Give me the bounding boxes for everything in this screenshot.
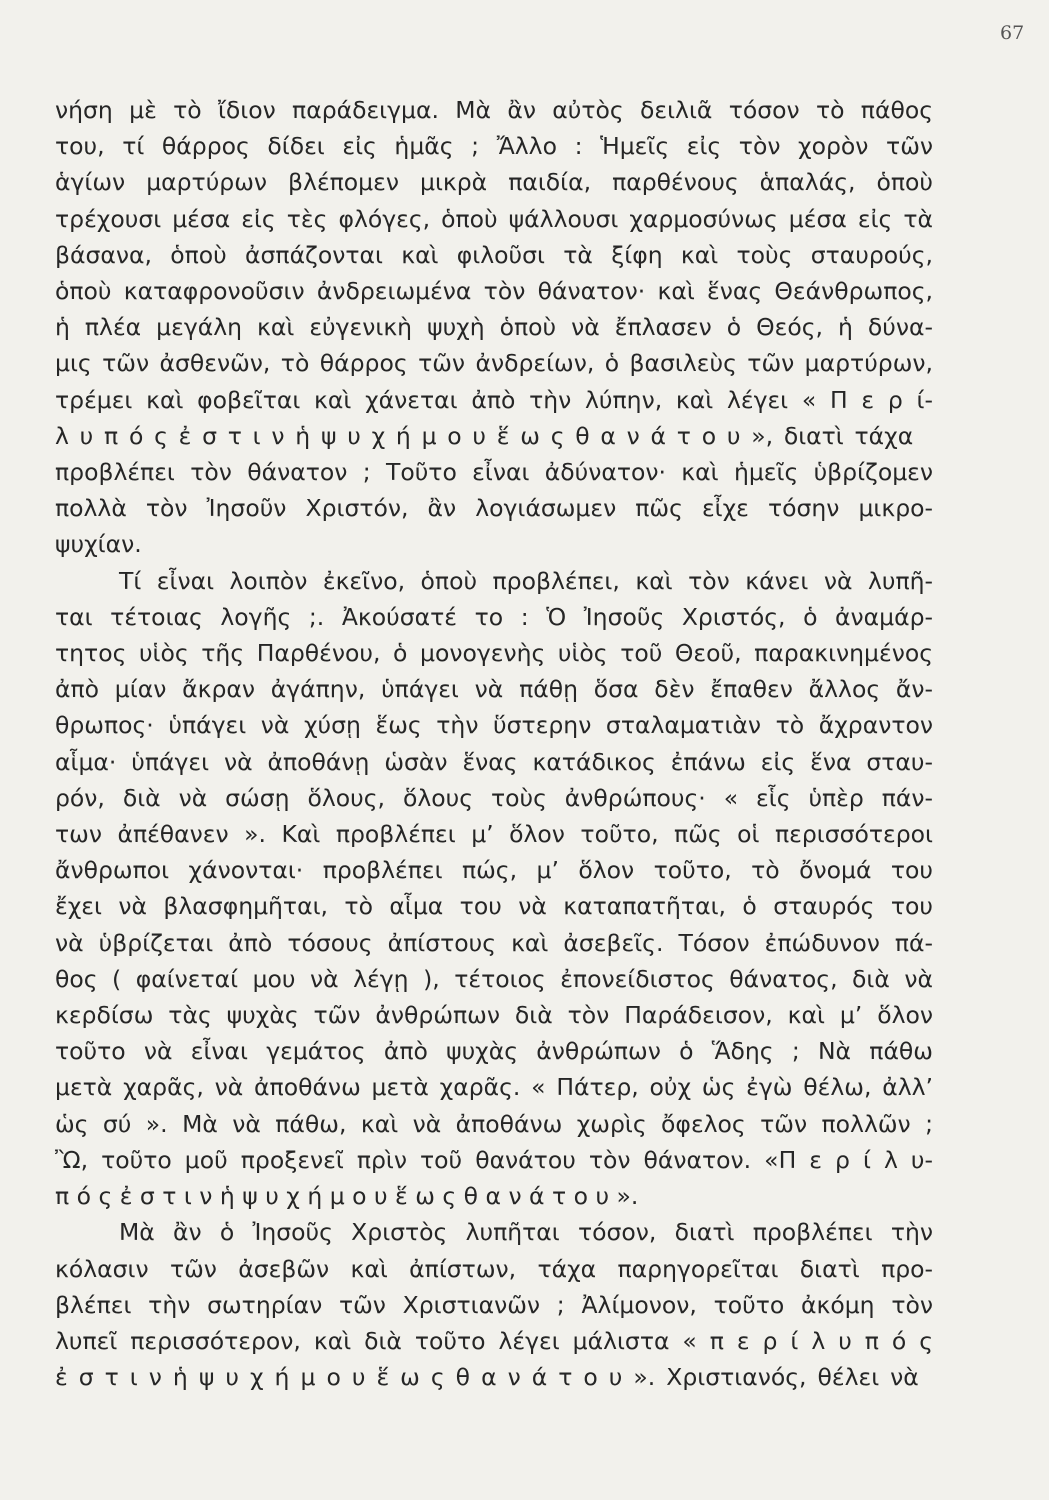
text-line: ἐ σ τ ι ν ἡ ψ υ χ ή μ ο υ ἕ ω ς θ α ν ά τ ο υ ». Χριστιανός, θέλει νὰ	[55, 1363, 919, 1392]
text-line: τοῦτο νὰ εἶναι γεμάτος ἀπὸ ψυχὰς ἀνθρώπων ὁ Ἅδης ; Νὰ πάθω	[55, 1037, 933, 1066]
text-line: κερδίσω τὰς ψυχὰς τῶν ἀνθρώπων διὰ τὸν Παράδεισον, καὶ μ’ ὅλον	[55, 1001, 933, 1030]
text-line: νὰ ὑβρίζεται ἀπὸ τόσους ἀπίστους καὶ ἀσεβεῖς. Τόσον ἐπώδυνον πά-	[55, 928, 933, 957]
text-line: θρωπος· ὑπάγει νὰ χύσῃ ἕως τὴν ὕστερην σταλαματιὰν τὸ ἄχραντον	[55, 711, 933, 740]
text-line: ρόν, διὰ νὰ σώσῃ ὅλους, ὅλους τοὺς ἀνθρώπους· « εἷς ὑπὲρ πάν-	[55, 783, 933, 812]
text-line: των ἀπέθανεν ». Καὶ προβλέπει μ’ ὅλον τοῦτο, πῶς οἱ περισσότεροι	[55, 820, 933, 849]
text-line: ἁγίων μαρτύρων βλέπομεν μικρὰ παιδία, παρθένους ἁπαλάς, ὁποὺ	[55, 168, 933, 197]
text-line: ἀπὸ μίαν ἄκραν ἀγάπην, ὑπάγει νὰ πάθῃ ὅσα δὲν ἔπαθεν ἄλλος ἄν-	[55, 675, 933, 704]
page-number: 67	[1000, 22, 1025, 44]
text-line: ται τέτοιας λογῆς ;. Ἀκούσατέ το : Ὁ Ἰησοῦς Χριστός, ὁ ἀναμάρ-	[55, 602, 933, 631]
text-line: κόλασιν τῶν ἀσεβῶν καὶ ἀπίστων, τάχα παρηγορεῖται διατὶ προ-	[55, 1254, 933, 1283]
text-line: Ὢ, τοῦτο μοῦ προξενεῖ πρὶν τοῦ θανάτου τὸν θάνατον. «Π ε ρ ί λ υ-	[55, 1145, 933, 1174]
text-line: μις τῶν ἀσθενῶν, τὸ θάρρος τῶν ἀνδρείων, ὁ βασιλεὺς τῶν μαρτύρων,	[55, 349, 933, 378]
text-line: ψυχίαν.	[55, 530, 142, 559]
text-line: προβλέπει τὸν θάνατον ; Τοῦτο εἶναι ἀδύνατον· καὶ ἡμεῖς ὑβρίζομεν	[55, 458, 933, 487]
text-line: Μὰ ἂν ὁ Ἰησοῦς Χριστὸς λυπῆται τόσον, διατὶ προβλέπει τὴν	[119, 1218, 933, 1247]
body-text	[55, 92, 933, 1395]
text-line: λ υ π ό ς ἐ σ τ ι ν ἡ ψ υ χ ή μ ο υ ἕ ω ς θ α ν ά τ ο υ », διατὶ τάχα	[55, 421, 914, 450]
text-line: ἔχει νὰ βλασφημῆται, τὸ αἷμα του νὰ καταπατῆται, ὁ σταυρός του	[55, 892, 933, 921]
text-line: τρέμει καὶ φοβεῖται καὶ χάνεται ἀπὸ τὴν λύπην, καὶ λέγει « Π ε ρ ί-	[55, 385, 933, 414]
text-line: τητος υἱὸς τῆς Παρθένου, ὁ μονογενὴς υἱὸς τοῦ Θεοῦ, παρακινημένος	[55, 639, 933, 668]
text-line: μετὰ χαρᾶς, νὰ ἀποθάνω μετὰ χαρᾶς. « Πάτερ, οὐχ ὡς ἐγὼ θέλω, ἀλλ’	[55, 1073, 933, 1102]
text-line: ἡ πλέα μεγάλη καὶ εὐγενικὴ ψυχὴ ὁποὺ νὰ ἔπλασεν ὁ Θεός, ἡ δύνα-	[55, 313, 933, 342]
text-line: λυπεῖ περισσότερον, καὶ διὰ τοῦτο λέγει μάλιστα « π ε ρ ί λ υ π ό ς	[55, 1326, 933, 1355]
text-line: Τί εἶναι λοιπὸν ἐκεῖνο, ὁποὺ προβλέπει, καὶ τὸν κάνει νὰ λυπῆ-	[119, 566, 933, 595]
text-line: ὁποὺ καταφρονοῦσιν ἀνδρειωμένα τὸν θάνατον· καὶ ἕνας Θεάνθρωπος,	[55, 277, 933, 306]
text-line: του, τί θάρρος δίδει εἰς ἡμᾶς ; Ἄλλο : Ἡμεῖς εἰς τὸν χορὸν τῶν	[55, 132, 933, 161]
text-line: τρέχουσι μέσα εἰς τὲς φλόγες, ὁποὺ ψάλλουσι χαρμοσύνως μέσα εἰς τὰ	[55, 204, 933, 233]
text-line: θος ( φαίνεταί μου νὰ λέγῃ ), τέτοιος ἐπονείδιστος θάνατος, διὰ νὰ	[55, 964, 933, 993]
text-line: αἷμα· ὑπάγει νὰ ἀποθάνῃ ὡσὰν ἕνας κατάδικος ἐπάνω εἰς ἕνα σταυ-	[55, 747, 933, 776]
text-line: νήση μὲ τὸ ἴδιον παράδειγμα. Μὰ ἂν αὐτὸς δειλιᾶ τόσον τὸ πάθος	[55, 96, 933, 124]
text-line: βάσανα, ὁποὺ ἀσπάζονται καὶ φιλοῦσι τὰ ξίφη καὶ τοὺς σταυρούς,	[55, 240, 933, 269]
text-line: π ό ς ἐ σ τ ι ν ἡ ψ υ χ ή μ ο υ ἕ ω ς θ α ν ά τ ο υ ».	[55, 1182, 639, 1211]
text-line: ὡς σύ ». Μὰ νὰ πάθω, καὶ νὰ ἀποθάνω χωρὶς ὄφελος τῶν πολλῶν ;	[55, 1109, 933, 1138]
text-line: βλέπει τὴν σωτηρίαν τῶν Χριστιανῶν ; Ἀλίμονον, τοῦτο ἀκόμη τὸν	[55, 1290, 933, 1319]
text-line: ἄνθρωποι χάνονται· προβλέπει πώς, μ’ ὅλον τοῦτο, τὸ ὄνομά του	[55, 856, 933, 885]
text-line: πολλὰ τὸν Ἰησοῦν Χριστόν, ἂν λογιάσωμεν πῶς εἶχε τόσην μικρο-	[55, 494, 933, 523]
